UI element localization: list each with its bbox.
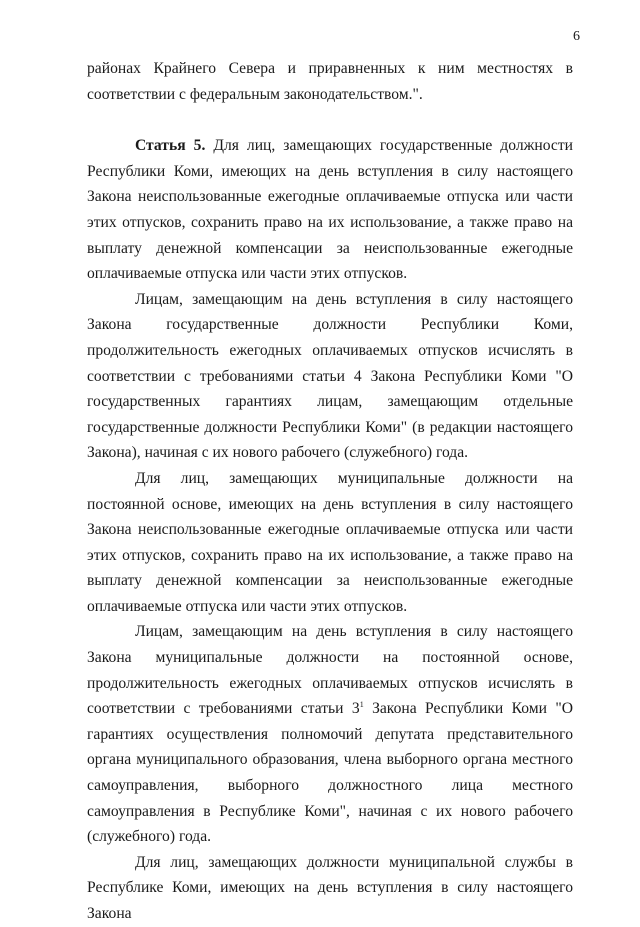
paragraph-article-5 [87,133,573,287]
paragraph-continuation [87,56,573,107]
paragraph-text: Для лиц, замещающих государственные должности Республики Коми, имеющих на день вступления в силу настоящего Закона неиспользованные ежегодные оплачиваемые отпуска или части этих отпусков, сохранить право на их использование, а также право на выплату денежной компенсации за неиспользованные ежегодные оплачиваемые отпуска или части этих отпусков. [87,137,573,283]
article-superscript: 1 [359,700,364,710]
paragraph-municipal-positions-duration [87,619,573,849]
paragraph-text: Лицам, замещающим на день вступления в силу настоящего Закона муниципальные должности на постоянной основе, продолжительность ежегодных оплачиваемых отпусков исчислять в соответствии с требованиями статьи 3 [87,623,573,718]
paragraph-text: Закона Республики Коми "О гарантиях осуществления полномочий депутата представительного органа муниципального образования, члена выборного органа местного самоуправления, выборного должностного лица местного самоуправления в Республике Коми", начиная с их нового рабочего (служебного) года. [87,700,573,846]
paragraph-municipal-service [87,850,573,927]
page-number: 6 [573,29,580,44]
article-label: Статья 5. [135,137,206,155]
paragraph-text: Для лиц, замещающих должности муниципальной службы в Республике Коми, имеющих на день вступления в силу настоящего Закона [87,853,573,922]
document-body [87,56,573,927]
paragraph-municipal-positions [87,466,573,620]
paragraph-text: Лицам, замещающим на день вступления в силу настоящего Закона государственные должности Республики Коми, продолжительность ежегодных оплачиваемых отпусков исчислять в соответствии с требованиями статьи 4 Закона Республики Коми "О государственных гарантиях лицам, замещающим отдельные государственные должности Республики Коми" (в редакции настоящего Закона), начиная с их нового рабочего (служебного) года. [87,290,573,462]
paragraph-text: Для лиц, замещающих муниципальные должности на постоянной основе, имеющих на день вступления в силу настоящего Закона неиспользованные ежегодные оплачиваемые отпуска или части этих отпусков, сохранить право на их использование, а также право на выплату денежной компенсации за неиспользованные ежегодные оплачиваемые отпуска или части этих отпусков. [87,469,573,615]
paragraph-text: районах Крайнего Севера и приравненных к ним местностях в соответствии с федеральным законодательством.". [87,60,573,103]
paragraph-state-positions-duration [87,287,573,466]
